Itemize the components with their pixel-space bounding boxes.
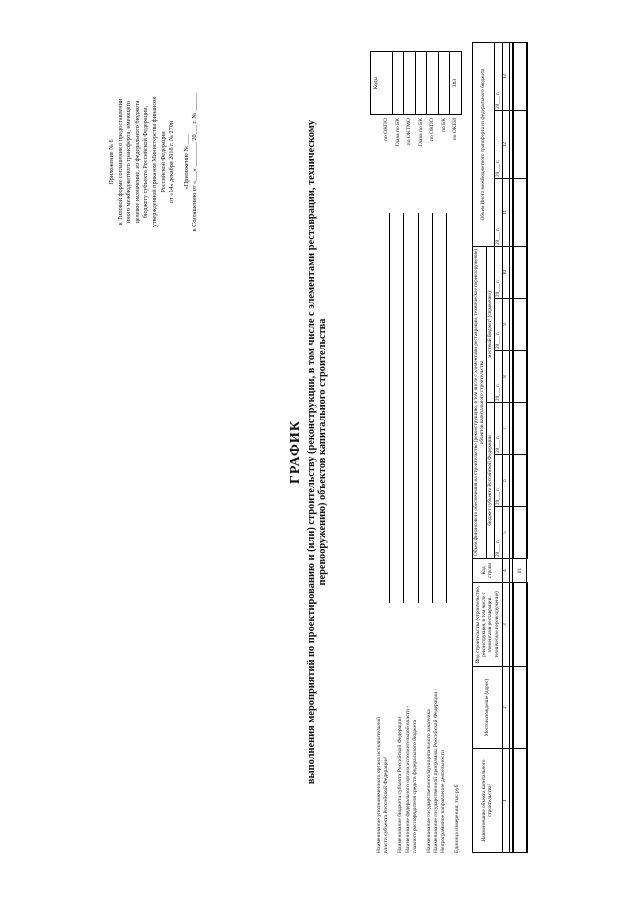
field-label: Наименование уполномоченного органа исполнительной <box>376 716 383 853</box>
code-label: по БК <box>440 118 447 133</box>
header-row-code: Код строки <box>473 559 503 583</box>
appendix-line: бюджету субъекта Российской Федерации, <box>142 105 150 219</box>
header-object: Наименование объекта капитального строительства² <box>473 749 503 853</box>
column-number: 6 <box>502 455 509 507</box>
code-label: Глава по БК <box>417 118 424 147</box>
year-cell: 20___ г. <box>494 507 502 559</box>
field-federal-agency <box>406 213 420 853</box>
column-number: 8 <box>502 351 509 403</box>
header-location: Местонахождение (адрес) <box>473 667 503 749</box>
column-number: 11 <box>502 178 509 246</box>
field-label: главного распорядителя средств федерального бюджета <box>411 719 418 853</box>
column-number: 12 <box>502 110 509 178</box>
code-value <box>439 51 451 115</box>
column-number: 2 <box>502 667 509 749</box>
header-regional-budget: бюджет субъекта Российской Федерации <box>486 403 494 559</box>
field-label: Наименование государственного/муниципального заказчика <box>425 709 432 853</box>
column-number: 7 <box>502 403 509 455</box>
column-number: 4 <box>502 559 509 583</box>
column-number: 3 <box>502 583 509 667</box>
header-financing: Объем финансового обеспечения на строительство (реконструкцию, в том числе с элементами реставрации, техническое перевооружение) объектов капитального строительства <box>473 246 487 558</box>
codes-box <box>370 51 462 191</box>
appendix-header <box>108 42 200 282</box>
year-cell: 20___ г. <box>494 110 502 178</box>
table-row <box>513 42 527 852</box>
appendix-line: Российской Федерации <box>159 131 167 193</box>
appendix-line: к Типовой форме соглашения о предоставлении <box>116 98 124 226</box>
column-number: 13 <box>502 42 509 110</box>
header-construction-kind: Вид строительства (строительство, реконструкция, в том числе с элементами реставрации, техническое перевооружение) <box>473 583 503 667</box>
year-cell: 20___ г. <box>494 246 502 298</box>
column-number: 10 <box>502 246 509 298</box>
field-unit <box>449 213 463 853</box>
appendix-line: целевое назначение, из федерального бюджета <box>133 100 141 224</box>
code-label: по ОКТМО <box>406 118 412 146</box>
codes-header: Коды <box>370 51 381 115</box>
field-program <box>432 213 449 853</box>
code-label: по ОКПО <box>429 118 435 142</box>
codes-row <box>393 51 405 191</box>
year-cell: 20___ г. <box>494 42 502 110</box>
agreement-reference: к Соглашению от «___» ________ 20___ г. № ______ <box>191 92 199 232</box>
code-label: по ОКЕИ <box>452 118 458 141</box>
header-fields <box>378 213 463 853</box>
table-header-row <box>473 42 487 852</box>
field-fill-line <box>418 213 419 603</box>
header-transfer: Объем Иного межбюджетного трансферта из федерального бюджета <box>473 42 495 246</box>
title-line-2: выполнения мероприятий по проектированию и (или) строительству (реконструкции, в том числе с элементами реставрации, техническому <box>306 119 317 785</box>
code-label: по ОКПО <box>383 118 389 142</box>
year-cell: 20___ г. <box>494 455 502 507</box>
appendix-line: утвержденной приказом Министерства финансов <box>150 96 158 228</box>
code-value <box>427 51 439 115</box>
year-cell: 20___ г. <box>494 351 502 403</box>
appendix-line: от «14» декабря 2018 г. № 270н <box>168 120 176 204</box>
schedule-table <box>472 42 528 853</box>
column-number-row <box>502 42 509 852</box>
code-value <box>404 51 416 115</box>
year-cell: 20___ г. <box>494 403 502 455</box>
field-authority <box>378 213 392 853</box>
codes-row <box>439 51 451 191</box>
appendix-line: Приложение № 6 <box>108 139 115 185</box>
field-label: Непрограммное направление деятельности <box>439 750 446 853</box>
codes-row <box>404 51 416 191</box>
column-number: 9 <box>502 299 509 351</box>
code-label: Глава по БК <box>394 118 401 147</box>
field-fill-line <box>403 213 404 603</box>
column-number: 1 <box>502 749 509 853</box>
header-local-budget: местный бюджет³ (справочно) <box>486 246 494 402</box>
row-code-value: 01 <box>513 559 527 583</box>
document-title <box>288 37 328 867</box>
field-fill-line <box>432 213 433 603</box>
appendix-line: иного межбюджетного трансферта, имеющего <box>125 101 133 223</box>
title-main: ГРАФИК <box>288 420 303 484</box>
codes-row <box>427 51 439 191</box>
field-label: Наименование бюджета субъекта Российской Федерации <box>397 716 404 853</box>
code-value <box>416 51 428 115</box>
field-label: Наименование государственной программы Российской Федерации / <box>432 688 439 853</box>
code-value: 383 <box>450 51 462 115</box>
code-value <box>393 51 405 115</box>
year-cell: 20___ г. <box>494 299 502 351</box>
codes-row <box>450 51 462 191</box>
field-label: власти субъекта Российской Федерации¹ <box>383 756 390 853</box>
field-fill-line <box>446 213 447 603</box>
codes-row <box>416 51 428 191</box>
field-fill-line <box>389 213 390 603</box>
field-label: Единица измерения: тыс руб <box>454 784 461 853</box>
attachment-number: «Приложение № ___ <box>182 134 190 190</box>
document-sheet <box>100 37 540 867</box>
column-number: 5 <box>502 507 509 559</box>
code-value <box>381 51 393 115</box>
field-label: Наименование федерального органа исполнительной власти - <box>404 705 411 853</box>
title-line-3: перевооружению) объектов капитального строительства <box>317 318 328 586</box>
year-cell: 20___ г. <box>494 178 502 246</box>
codes-row <box>381 51 393 191</box>
